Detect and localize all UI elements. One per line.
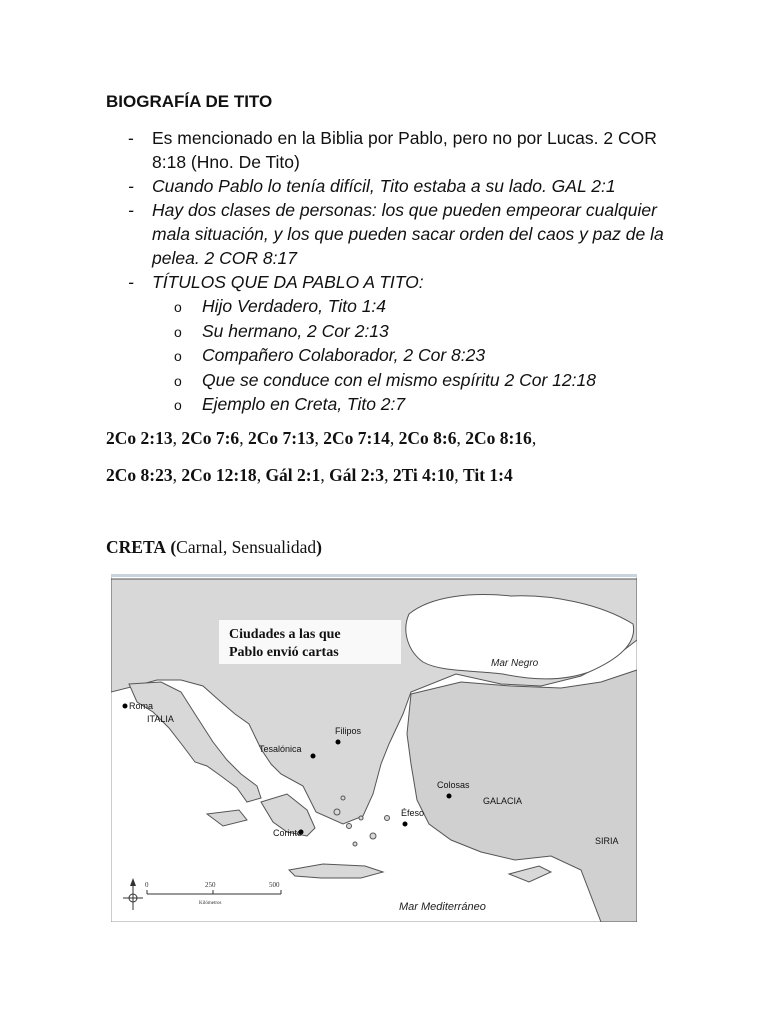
filipos-dot [336,740,341,745]
svg-text:500: 500 [269,881,280,889]
roma-dot [123,704,128,709]
map-title-line-1: Ciudades a las que [229,627,341,642]
titles-list [152,294,688,417]
bullet-item: - Hay dos clases de personas: los que pueden empeorar cualquier mala situación, y los que pueden sacar orden del caos y paz de la pelea. 2 COR 8:17 [128,198,688,270]
label-filipos: Filipos [335,726,362,736]
sub-bullet: o [174,323,182,340]
tesalonica-dot [311,754,316,759]
reference: 2Co 7:14 [323,428,390,448]
label-black-sea: Mar Negro [491,658,539,669]
reference: 2Ti 4:10 [392,465,455,485]
sub-bullet: o [174,397,182,413]
creta-heading: CRETA (Carnal, Sensualidad) [106,537,322,557]
label-roma: Roma [129,701,154,711]
map-image [111,574,637,922]
reference: Gál 2:3 [329,465,385,485]
reference: 2Co 12:18 [181,465,257,485]
creta-description: Carnal, Sensualidad [176,537,317,557]
sub-bullet: o [174,299,182,315]
reference: 2Co 8:23 [106,465,173,485]
label-mediterranean: Mar Mediterráneo [399,901,486,913]
page-heading: BIOGRAFÍA DE TITO [106,92,273,111]
title-item: o Ejemplo en Creta, Tito 2:7 [152,392,688,417]
reference: 2Co 7:13 [247,428,315,448]
map-title-line-2: Pablo envió cartas [229,645,339,660]
reference: 2Co 2:13 [106,428,173,448]
title-item: o Que se conduce con el mismo espíritu 2 Cor 12:18 [152,368,688,393]
sub-bullet: o [174,372,182,389]
colosas-dot [447,794,452,799]
label-tesalonica: Tesalónica [259,744,302,754]
bullet-item: - Cuando Pablo lo tenía difícil, Tito estaba a su lado. GAL 2:1 [128,174,688,198]
title-item: o Hijo Verdadero, Tito 1:4 [152,294,688,319]
reference: Tit 1:4 [462,465,513,485]
titles-heading: TÍTULOS QUE DA PABLO A TITO: [152,272,424,292]
efeso-dot [403,822,408,827]
bullet-item [128,270,688,417]
title-item: o Compañero Colaborador, 2 Cor 8:23 [152,343,688,368]
main-bullet-list [128,126,688,417]
label-colosas: Colosas [437,780,470,790]
bullet-item: - Es mencionado en la Biblia por Pablo, pero no por Lucas. 2 COR 8:18 (Hno. De Tito) [128,126,688,174]
references-line-2: 2Co 8:23, 2Co 12:18, Gál 2:1, Gál 2:3, 2Ti 4:10, Tit 1:4 [106,465,513,485]
label-galacia: GALACIA [483,796,523,806]
reference: Gál 2:1 [265,465,321,485]
label-siria: SIRIA [595,836,619,846]
reference: 2Co 7:6 [181,428,240,448]
sub-bullet: o [174,348,182,364]
svg-text:250: 250 [205,881,216,889]
label-italia: ITALIA [147,714,174,724]
references-line-1: 2Co 2:13, 2Co 7:6, 2Co 7:13, 2Co 7:14, 2Co 8:6, 2Co 8:16, [106,428,537,448]
label-efeso: Éfeso [401,808,425,818]
svg-text:Kilómetros: Kilómetros [199,901,222,906]
title-item: o Su hermano, 2 Cor 2:13 [152,319,688,344]
label-corinto: Corinto [273,828,303,838]
svg-text:0: 0 [145,881,149,889]
reference: 2Co 8:16 [465,428,532,448]
reference: 2Co 8:6 [398,428,457,448]
